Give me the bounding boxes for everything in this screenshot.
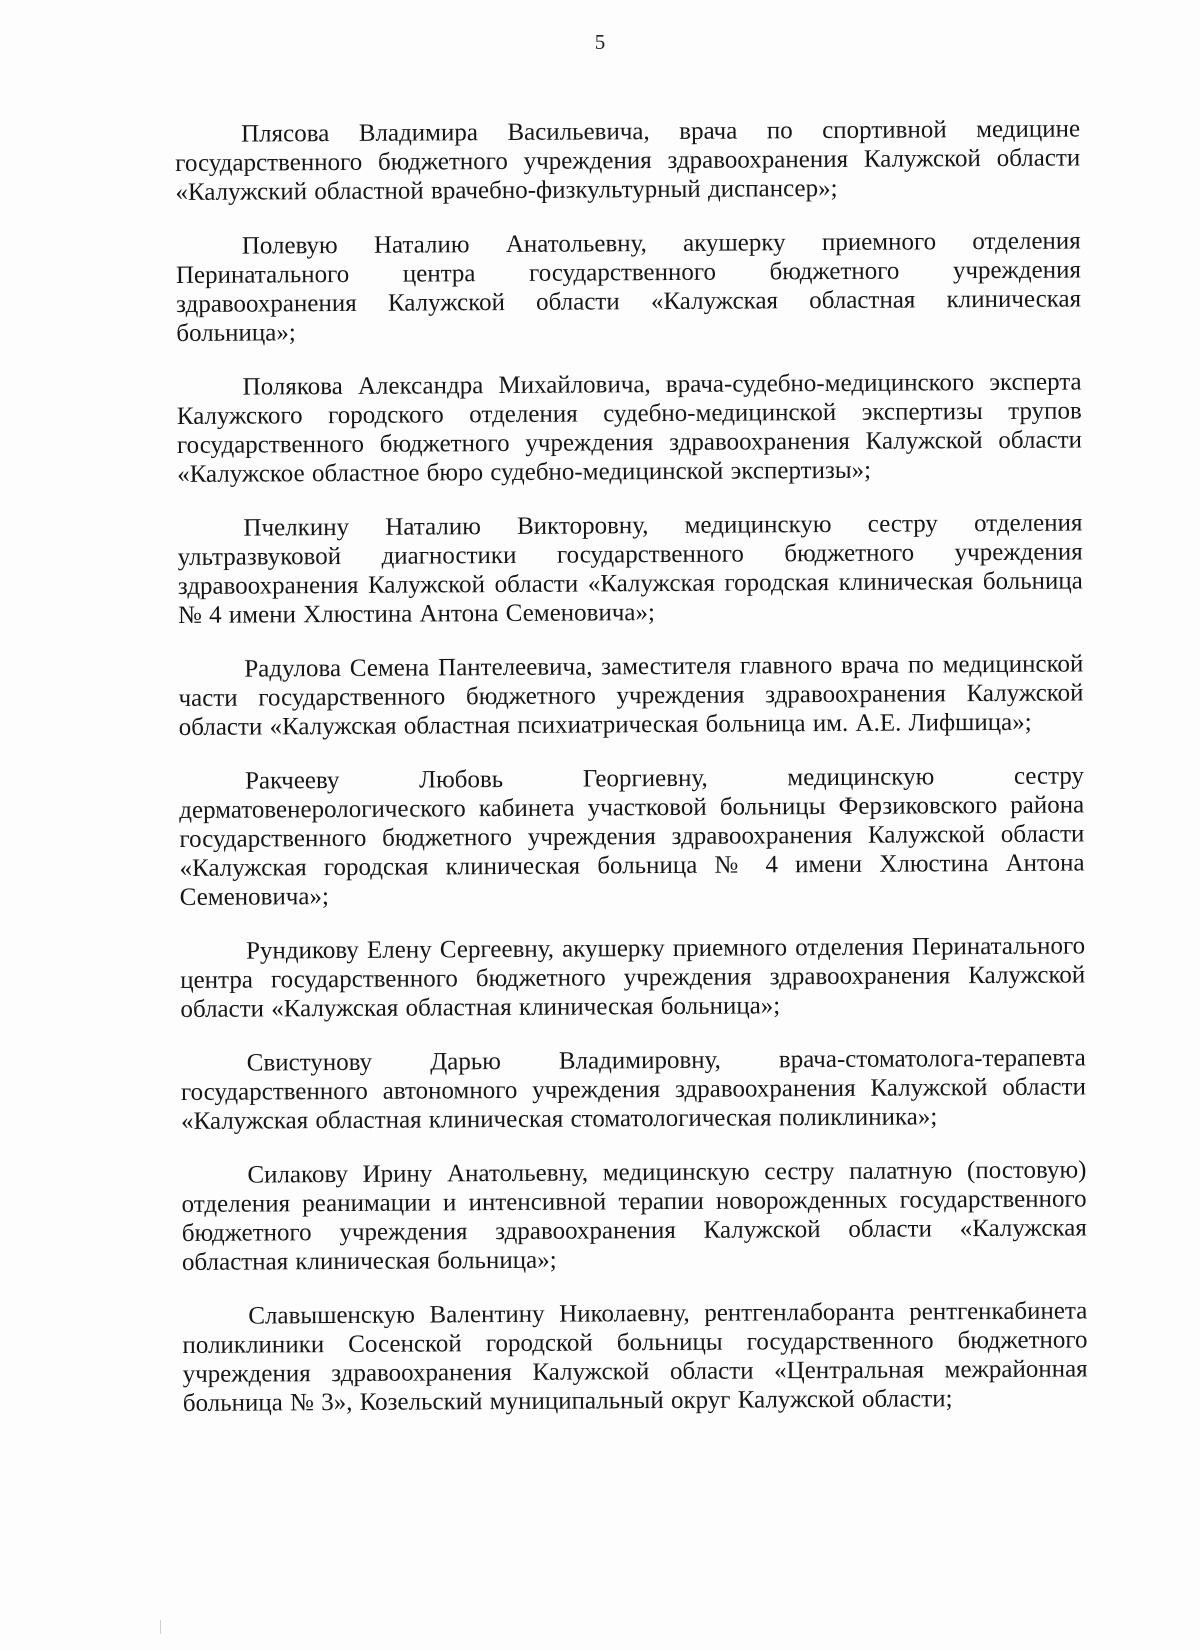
paragraph-silakova: Силакову Ирину Анатольевну, медицинскую сестру палатную (постовую) отделения реанимации и интенсивной терапии новорожденных государственного бюджетного учреждения здравоохранения Калужской области «Калужская областная клиническая больница»; — [181, 1156, 1087, 1276]
paragraph-plyasov: Плясова Владимира Васильевича, врача по спортивной медицине государственного бюджетного учреждения здравоохранения Калужской области «Калужский областной врачебно-физкультурный диспансер»; — [175, 115, 1081, 206]
paragraph-rundikova: Рундикову Елену Сергеевну, акушерку приемного отделения Перинатального центра государственного бюджетного учреждения здравоохранения Калужской области «Калужская областная клиническая больница»; — [180, 932, 1086, 1023]
paragraph-radulov: Радулова Семена Пантелеевича, заместителя главного врача по медицинской части государственного бюджетного учреждения здравоохранения Калужской области «Калужская областная психиатрическая больница им. А.Е. Лифшица»; — [178, 650, 1084, 741]
paragraph-svistunova: Свистунову Дарью Владимировну, врача-стоматолога-терапевта государственного автономного учреждения здравоохранения Калужской области «Калужская областная клиническая стоматологическая поликлиника»; — [180, 1044, 1087, 1135]
paragraph-polevaya: Полевую Наталию Анатольевну, акушерку приемного отделения Перинатального центра государственного бюджетного учреждения здравоохранения Калужской области «Калужская областная клиническая больница»; — [175, 227, 1082, 347]
paragraph-polyakov: Полякова Александра Михайловича, врача-судебно-медицинского эксперта Калужского городского отделения судебно-медицинской экспертизы трупов государственного бюджетного учреждения здравоохранения Калужской области «Калужское областное бюро судебно-медицинской экспертизы»; — [176, 368, 1083, 488]
paragraph-rakcheeva: Ракчееву Любовь Георгиевну, медицинскую сестру дерматовенерологического кабинета участковой больницы Ферзиковского района государственного бюджетного учреждения здравоохранения Калужской области «Калужская городская клиническая больница № 4 имени Хлюстина Антона Семеновича»; — [179, 762, 1085, 911]
page-number: 5 — [594, 30, 606, 54]
paragraph-pchelkina: Пчелкину Наталию Викторовну, медицинскую сестру отделения ультразвуковой диагностики государственного бюджетного учреждения здравоохранения Калужской области «Калужская городская клиническая больница № 4 имени Хлюстина Антона Семеновича»; — [177, 509, 1083, 629]
document-body — [175, 114, 1088, 1418]
scan-margin-mark — [160, 1620, 161, 1634]
paragraph-slavyshenskaya: Славышенскую Валентину Николаевну, рентгенлаборанта рентгенкабинета поликлиники Сосенской городской больницы государственного бюджетного учреждения здравоохранения Калужской области «Центральная межрайонная больница № 3», Козельский муниципальный округ Калужской области; — [182, 1297, 1088, 1417]
